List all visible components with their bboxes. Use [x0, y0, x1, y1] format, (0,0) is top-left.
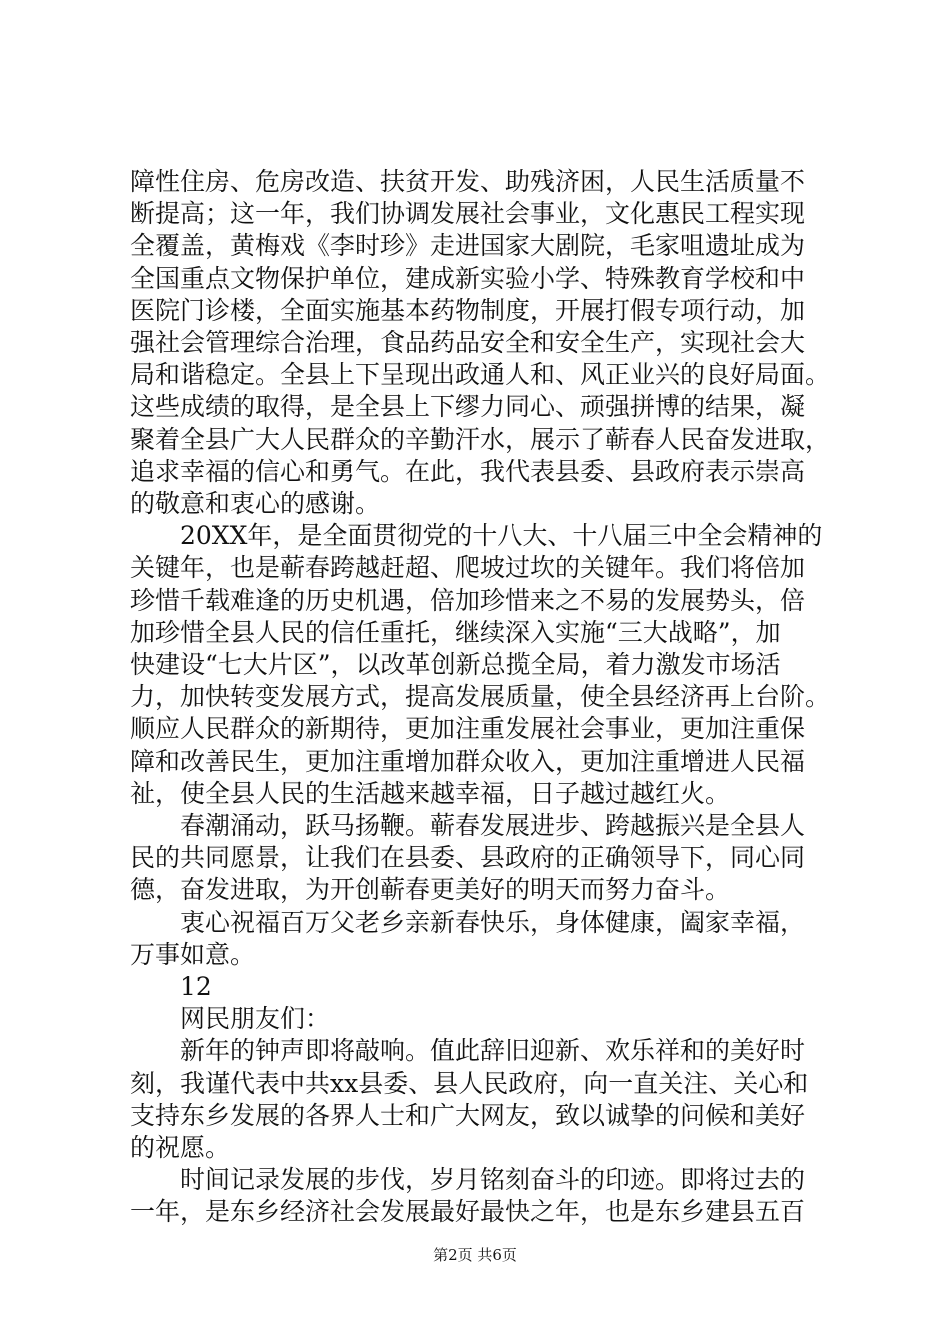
text-line: 这些成绩的取得，是全县上下缪力同心、顽强拼博的结果，凝	[130, 392, 806, 422]
text-line: 衷心祝福百万父老乡亲新春快乐，身体健康，阖家幸福，	[130, 907, 806, 937]
text-line: 珍惜千载难逢的历史机遇，倍加珍惜来之不易的发展势头，倍	[130, 585, 806, 615]
text-line: 12	[130, 972, 212, 1001]
text-line: 全覆盖，黄梅戏《李时珍》走进国家大剧院，毛家咀遗址成为	[130, 231, 806, 261]
text-line: 网民朋友们：	[130, 1004, 331, 1034]
text-line: 障和改善民生，更加注重增加群众收入，更加注重增进人民福	[130, 746, 806, 776]
text-line: 民的共同愿景，让我们在县委、县政府的正确领导下，同心同	[130, 843, 806, 873]
text-line: 障性住房、危房改造、扶贫开发、助残济困，人民生活质量不	[130, 167, 806, 196]
text-line: 万事如意。	[130, 939, 256, 969]
text-line: 德，奋发进取，为开创蕲春更美好的明天而努力奋斗。	[130, 875, 731, 905]
text-line: 的祝愿。	[130, 1133, 231, 1162]
text-line: 医院门诊楼，全面实施基本药物制度，开展打假专项行动，加	[130, 295, 806, 325]
text-line: 新年的钟声即将敲响。值此辞旧迎新、欢乐祥和的美好时	[130, 1036, 806, 1066]
page-footer: 第2页 共6页	[433, 1246, 517, 1264]
text-line: 断提高；这一年，我们协调发展社会事业，文化惠民工程实现	[130, 199, 806, 229]
text-line: 20XX年，是全面贯彻党的十八大、十八届三中全会精神的	[130, 521, 823, 551]
text-line: 加珍惜全县人民的信任重托，继续深入实施“三大战略”，加	[130, 617, 781, 647]
text-line: 局和谐稳定。全县上下呈现出政通人和、风正业兴的良好局面。	[130, 360, 831, 390]
text-line: 聚着全县广大人民群众的辛勤汗水，展示了蕲春人民奋发进取，	[130, 424, 831, 454]
text-line: 全国重点文物保护单位，建成新实验小学、特殊教育学校和中	[130, 263, 806, 293]
text-line: 刻，我谨代表中共xx县委、县人民政府，向一直关注、关心和	[130, 1068, 809, 1098]
text-line: 春潮涌动，跃马扬鞭。蕲春发展进步、跨越振兴是全县人	[130, 811, 806, 840]
text-line: 力，加快转变发展方式，提高发展质量，使全县经济再上台阶。	[130, 682, 831, 712]
text-line: 支持东乡发展的各界人士和广大网友，致以诚挚的问候和美好	[130, 1100, 806, 1130]
text-line: 一年，是东乡经济社会发展最好最快之年，也是东乡建县五百	[130, 1197, 806, 1227]
text-line: 强社会管理综合治理，食品药品安全和安全生产，实现社会大	[130, 328, 806, 357]
text-line: 祉，使全县人民的生活越来越幸福，日子越过越红火。	[130, 778, 731, 808]
text-line: 快建设“七大片区”，以改革创新总揽全局，着力激发市场活	[130, 650, 781, 679]
text-line: 关键年，也是蕲春跨越赶超、爬坡过坎的关键年。我们将倍加	[130, 553, 806, 583]
text-line: 时间记录发展的步伐，岁月铭刻奋斗的印迹。即将过去的	[130, 1165, 806, 1195]
text-line: 追求幸福的信心和勇气。在此，我代表县委、县政府表示崇高	[130, 456, 806, 486]
text-line: 顺应人民群众的新期待，更加注重发展社会事业，更加注重保	[130, 714, 806, 744]
text-line: 的敬意和衷心的感谢。	[130, 489, 381, 518]
